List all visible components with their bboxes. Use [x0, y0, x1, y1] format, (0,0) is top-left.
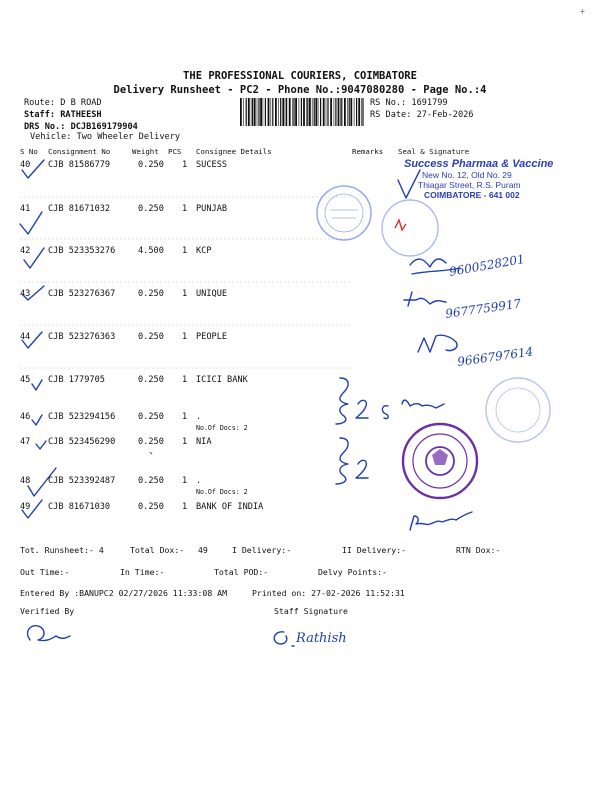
row-consignment: CJB 81671032: [48, 204, 111, 214]
route-label: Route: D B ROAD: [24, 98, 102, 108]
staff-signature-text: Rathish: [296, 631, 347, 646]
tick-marks: [20, 160, 420, 518]
col-seal-signature: Seal & Signature: [398, 147, 470, 156]
row-consignment: CJB 523276363: [48, 332, 116, 342]
stamp-line1: New No. 12, Old No. 29: [422, 170, 512, 180]
staff-signature-ink: [274, 632, 294, 646]
verified-by-label: Verified By: [20, 606, 75, 616]
corner-mark: ÷: [580, 7, 585, 16]
row-pcs: 1: [182, 332, 188, 342]
row-sno: 44: [20, 332, 31, 342]
col-sno: S No: [20, 147, 38, 156]
rs-date: RS Date: 27-Feb-2026: [370, 110, 474, 120]
vehicle-label: Vehicle: Two Wheeler Delivery: [30, 132, 181, 142]
row-weight: 0.250: [138, 204, 164, 214]
round-seal-purple: [403, 424, 477, 498]
col-pcs: PCS: [168, 147, 182, 156]
signature-row-43: [404, 292, 446, 306]
row-consignee: NIA: [196, 437, 212, 447]
row-consignee: PEOPLE: [196, 332, 228, 342]
runsheet-title: Delivery Runsheet - PC2 - Phone No.:9047080280 - Page No.:4: [113, 84, 487, 96]
row-weight: 0.250: [138, 375, 164, 385]
row-weight: 0.250: [138, 332, 164, 342]
delvy-points: Delvy Points:-: [318, 567, 388, 577]
tot-runsheet: Tot. Runsheet:- 4: [20, 545, 104, 555]
row-sno: 48: [20, 476, 31, 486]
rs-number: RS No.: 1691799: [370, 98, 448, 108]
row-sno: 41: [20, 204, 31, 214]
row-weight: 0.250: [138, 502, 164, 512]
total-dox-label: Total Dox:-: [130, 545, 185, 555]
row-consignment: CJB 1779705: [48, 375, 105, 385]
row-pcs: 1: [182, 476, 188, 486]
col-consignee: Consignee Details: [196, 147, 272, 156]
round-seal-faded-2: [382, 200, 438, 256]
row-consignee: .: [196, 476, 202, 486]
row-pcs: 1: [182, 412, 188, 422]
round-seal-faded-3: [486, 378, 550, 442]
row-consignee: UNIQUE: [196, 289, 228, 299]
row-consignee: .: [196, 412, 202, 422]
row-consignee: SUCESS: [196, 160, 228, 170]
signature-row-44: [418, 335, 457, 352]
row-sno: 45: [20, 375, 31, 385]
verified-signature: [28, 626, 70, 641]
row-weight: 0.250: [138, 160, 164, 170]
staff-signature-label: Staff Signature: [274, 606, 348, 616]
handwritten-phone-3: 9666797614: [456, 344, 535, 369]
col-remarks: Remarks: [352, 147, 384, 156]
row-weight: 4.500: [138, 246, 164, 256]
row-sno: 40: [20, 160, 31, 170]
rtn-dox: RTN Dox:-: [456, 545, 501, 555]
drs-number: DRS No.: DCJB169179904: [24, 122, 138, 132]
row-consignment: CJB 523392487: [48, 476, 116, 486]
red-tick-mark: [395, 220, 406, 230]
entered-by: Entered By :BANUPC2 02/27/2026 11:33:08 AM: [20, 588, 228, 598]
row-consignment: CJB 81671030: [48, 502, 111, 512]
staff-label: Staff: RATHEESH: [24, 110, 102, 120]
row-pcs: 1: [182, 375, 188, 385]
company-title: THE PROFESSIONAL COURIERS, COIMBATORE: [183, 70, 417, 82]
signature-row-49: [410, 512, 472, 530]
bracket-mark-2: [336, 438, 368, 484]
row-consignee: ICICI BANK: [196, 375, 248, 385]
ii-delivery: II Delivery:-: [342, 545, 407, 555]
in-time: In Time:-: [120, 567, 165, 577]
out-time: Out Time:-: [20, 567, 70, 577]
stamp-name: Success Pharmaa & Vaccine: [404, 158, 554, 170]
col-consignment: Consignment No: [48, 147, 111, 156]
row-note: No.Of Docs: 2: [196, 424, 248, 432]
row-pcs: 1: [182, 289, 188, 299]
row-weight: 0.250: [138, 412, 164, 422]
total-pod: Total POD:-: [214, 567, 269, 577]
handwritten-phone-2: 9677759917: [444, 296, 523, 321]
row-sno: 49: [20, 502, 31, 512]
row-consignee: BANK OF INDIA: [196, 502, 264, 512]
stamp-line2: Thiagar Street, R.S. Puram: [418, 180, 521, 190]
printed-on: Printed on: 27-02-2026 11:52:31: [252, 588, 405, 598]
handwritten-phone-1: 9600528201: [448, 251, 526, 279]
row-consignment: CJB 523276367: [48, 289, 116, 299]
row-consignment: CJB 523353276: [48, 246, 116, 256]
row-pcs: 1: [182, 502, 188, 512]
row-weight: 0.250: [138, 289, 164, 299]
row-pcs: 1: [182, 160, 188, 170]
row-weight: 0.250: [138, 437, 164, 447]
row-pcs: 1: [182, 204, 188, 214]
row-sno: 46: [20, 412, 31, 422]
row-consignee: PUNJAB: [196, 204, 228, 214]
row-consignment: CJB 523294156: [48, 412, 116, 422]
row-consignment: CJB 523456290: [48, 437, 116, 447]
row-pcs: 1: [182, 246, 188, 256]
i-delivery: I Delivery:-: [232, 545, 292, 555]
row-sno: 42: [20, 246, 31, 256]
row-note: No.Of Docs: 2: [196, 488, 248, 496]
row-sno: 43: [20, 289, 31, 299]
row-consignment: CJB 81586779: [48, 160, 111, 170]
col-weight: Weight: [132, 147, 159, 156]
total-dox-value: 49: [198, 545, 208, 555]
bracket-mark-1: [336, 378, 444, 424]
row-pcs: 1: [182, 437, 188, 447]
round-seal-faded: [317, 186, 371, 240]
row-weight: 0.250: [138, 476, 164, 486]
stamp-line3: COIMBATORE - 641 002: [424, 190, 520, 200]
row-consignee: KCP: [196, 246, 212, 256]
row-sno: 47: [20, 437, 31, 447]
